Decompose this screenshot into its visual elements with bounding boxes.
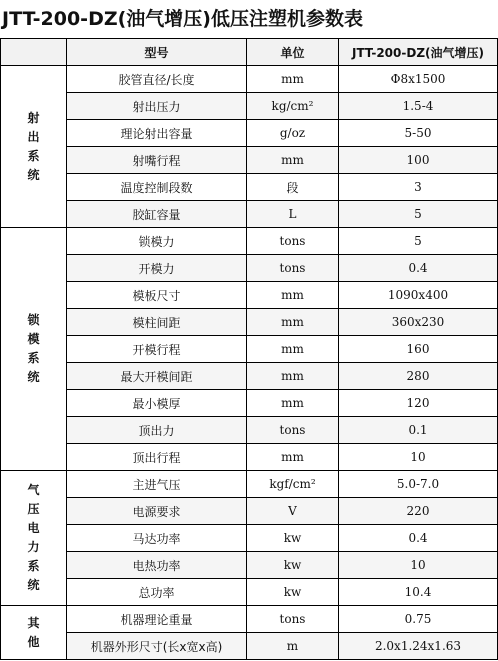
param-name: 胶缸容量 <box>67 201 247 228</box>
table-row <box>1 552 498 579</box>
param-value: 10 <box>339 552 498 579</box>
system-group-label <box>1 606 67 660</box>
table-row <box>1 417 498 444</box>
system-group-text: 其他 <box>27 615 40 649</box>
table-row <box>1 390 498 417</box>
param-unit: mm <box>247 309 339 336</box>
table-row <box>1 336 498 363</box>
param-unit: tons <box>247 606 339 633</box>
param-unit: V <box>247 498 339 525</box>
param-name: 最小模厚 <box>67 390 247 417</box>
header-row <box>1 39 498 66</box>
param-value: 5 <box>339 201 498 228</box>
table-row <box>1 66 498 93</box>
param-unit: mm <box>247 390 339 417</box>
system-group-text: 锁模系统 <box>27 313 40 384</box>
param-name: 机器外形尺寸(长x宽x高) <box>67 633 247 660</box>
param-value: 100 <box>339 147 498 174</box>
param-value: 10 <box>339 444 498 471</box>
system-group-label <box>1 228 67 471</box>
param-name: 射嘴行程 <box>67 147 247 174</box>
table-row <box>1 579 498 606</box>
spec-table-body <box>1 39 498 660</box>
param-name: 最大开模间距 <box>67 363 247 390</box>
param-unit: tons <box>247 417 339 444</box>
param-unit: mm <box>247 444 339 471</box>
table-row <box>1 282 498 309</box>
param-unit: mm <box>247 282 339 309</box>
table-row <box>1 174 498 201</box>
param-value: 1090x400 <box>339 282 498 309</box>
param-name: 温度控制段数 <box>67 174 247 201</box>
param-value: 0.1 <box>339 417 498 444</box>
param-name: 主进气压 <box>67 471 247 498</box>
param-name: 锁模力 <box>67 228 247 255</box>
page-title: JTT-200-DZ(油气增压)低压注塑机参数表 <box>2 8 363 30</box>
param-value: 3 <box>339 174 498 201</box>
table-row <box>1 228 498 255</box>
param-unit: mm <box>247 147 339 174</box>
param-value: 10.4 <box>339 579 498 606</box>
param-value: 5-50 <box>339 120 498 147</box>
table-row <box>1 255 498 282</box>
param-value: 5 <box>339 228 498 255</box>
param-name: 模柱间距 <box>67 309 247 336</box>
param-value: 220 <box>339 498 498 525</box>
table-row <box>1 606 498 633</box>
table-row <box>1 498 498 525</box>
param-unit: L <box>247 201 339 228</box>
param-unit: 段 <box>247 174 339 201</box>
system-group-label <box>1 66 67 228</box>
system-group-label <box>1 471 67 606</box>
table-row <box>1 147 498 174</box>
param-name: 顶出力 <box>67 417 247 444</box>
param-value: 0.75 <box>339 606 498 633</box>
header-unit: 单位 <box>247 39 339 66</box>
param-value: 160 <box>339 336 498 363</box>
header-type: 型号 <box>67 39 247 66</box>
param-value: 0.4 <box>339 525 498 552</box>
param-unit: kw <box>247 579 339 606</box>
table-row <box>1 525 498 552</box>
table-row <box>1 363 498 390</box>
param-name: 电源要求 <box>67 498 247 525</box>
param-name: 射出压力 <box>67 93 247 120</box>
param-name: 理论射出容量 <box>67 120 247 147</box>
table-row <box>1 444 498 471</box>
table-row <box>1 471 498 498</box>
param-unit: tons <box>247 228 339 255</box>
table-row <box>1 201 498 228</box>
param-name: 马达功率 <box>67 525 247 552</box>
param-value: Φ8x1500 <box>339 66 498 93</box>
param-value: 1.5-4 <box>339 93 498 120</box>
param-unit: mm <box>247 66 339 93</box>
param-name: 胶管直径/长度 <box>67 66 247 93</box>
param-name: 模板尺寸 <box>67 282 247 309</box>
param-value: 2.0x1.24x1.63 <box>339 633 498 660</box>
param-name: 机器理论重量 <box>67 606 247 633</box>
system-group-text: 气压电力系统 <box>27 483 40 592</box>
param-value: 360x230 <box>339 309 498 336</box>
param-unit: kw <box>247 552 339 579</box>
param-name: 电热功率 <box>67 552 247 579</box>
param-name: 总功率 <box>67 579 247 606</box>
spec-table <box>0 38 498 660</box>
param-name: 开模力 <box>67 255 247 282</box>
param-unit: kg/cm² <box>247 93 339 120</box>
param-unit: kgf/cm² <box>247 471 339 498</box>
param-unit: mm <box>247 363 339 390</box>
param-name: 开模行程 <box>67 336 247 363</box>
param-value: 5.0-7.0 <box>339 471 498 498</box>
param-value: 120 <box>339 390 498 417</box>
param-value: 280 <box>339 363 498 390</box>
param-unit: tons <box>247 255 339 282</box>
param-unit: g/oz <box>247 120 339 147</box>
param-unit: mm <box>247 336 339 363</box>
system-group-text: 射出系统 <box>27 110 40 182</box>
table-row <box>1 120 498 147</box>
param-value: 0.4 <box>339 255 498 282</box>
header-model: JTT-200-DZ(油气增压) <box>339 39 498 66</box>
table-row <box>1 93 498 120</box>
table-row <box>1 309 498 336</box>
param-unit: m <box>247 633 339 660</box>
param-name: 顶出行程 <box>67 444 247 471</box>
table-row <box>1 633 498 660</box>
param-unit: kw <box>247 525 339 552</box>
header-blank <box>1 39 67 66</box>
